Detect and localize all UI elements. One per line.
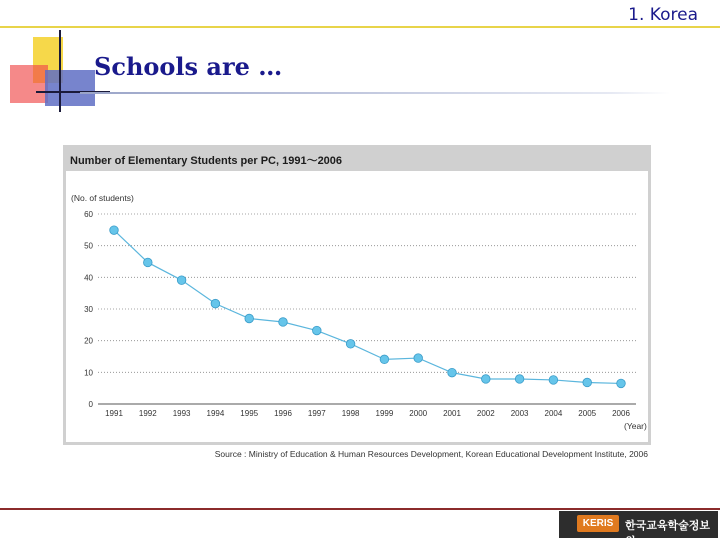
data-point-1993 <box>177 276 186 285</box>
deco-red-block <box>10 65 48 103</box>
x-axis-label: (Year) <box>624 421 647 431</box>
y-tick-20: 20 <box>84 336 93 346</box>
data-point-1999 <box>380 355 389 364</box>
data-point-1991 <box>110 226 119 235</box>
data-point-2005 <box>583 378 592 387</box>
x-tick-2004: 2004 <box>544 409 563 418</box>
x-tick-2003: 2003 <box>510 409 529 418</box>
y-axis-label: (No. of students) <box>71 193 134 203</box>
data-point-1996 <box>279 318 288 327</box>
x-tick-1999: 1999 <box>375 409 394 418</box>
top-rule <box>0 26 720 28</box>
data-point-2006 <box>617 379 626 388</box>
y-tick-40: 40 <box>84 273 93 283</box>
deco-blue-block <box>45 70 95 106</box>
y-tick-60: 60 <box>84 210 93 219</box>
x-tick-2005: 2005 <box>578 409 597 418</box>
y-tick-10: 10 <box>84 368 93 378</box>
keris-logo-mark: KERIS <box>577 515 619 532</box>
x-tick-2000: 2000 <box>409 409 428 418</box>
plot-background <box>66 171 648 442</box>
title-underline <box>80 92 670 94</box>
x-tick-1997: 1997 <box>307 409 326 418</box>
y-tick-30: 30 <box>84 305 93 314</box>
y-tick-50: 50 <box>84 241 93 251</box>
x-tick-1992: 1992 <box>138 409 157 418</box>
data-point-2002 <box>482 375 491 384</box>
data-point-2004 <box>549 376 558 385</box>
data-point-2001 <box>448 368 457 377</box>
chart-title: Number of Elementary Students per PC, 1991～2006 <box>70 155 343 167</box>
section-label: 1. Korea <box>628 5 698 25</box>
data-point-1994 <box>211 299 220 308</box>
x-tick-1995: 1995 <box>240 409 259 418</box>
data-point-2000 <box>414 354 423 363</box>
data-point-1992 <box>144 258 153 267</box>
data-point-2003 <box>515 375 524 384</box>
keris-logo-text: 한국교육학술정보원 <box>625 519 711 548</box>
line-chart <box>66 171 648 442</box>
x-tick-1993: 1993 <box>172 409 191 418</box>
slide-title: Schools are … <box>94 52 283 81</box>
bottom-rule <box>0 508 720 510</box>
y-tick-0: 0 <box>88 400 93 409</box>
x-tick-1994: 1994 <box>206 409 225 418</box>
x-tick-1998: 1998 <box>341 409 360 418</box>
data-point-1998 <box>346 340 355 349</box>
source-note: Source : Ministry of Education & Human Resources Development, Korean Educational Development Institute, 2006 <box>214 449 648 459</box>
x-tick-1991: 1991 <box>105 409 123 418</box>
x-tick-2006: 2006 <box>612 409 630 418</box>
data-point-1997 <box>313 326 322 335</box>
x-tick-2001: 2001 <box>443 409 461 418</box>
x-tick-1996: 1996 <box>274 409 292 418</box>
x-tick-2002: 2002 <box>476 409 495 418</box>
data-point-1995 <box>245 314 254 323</box>
